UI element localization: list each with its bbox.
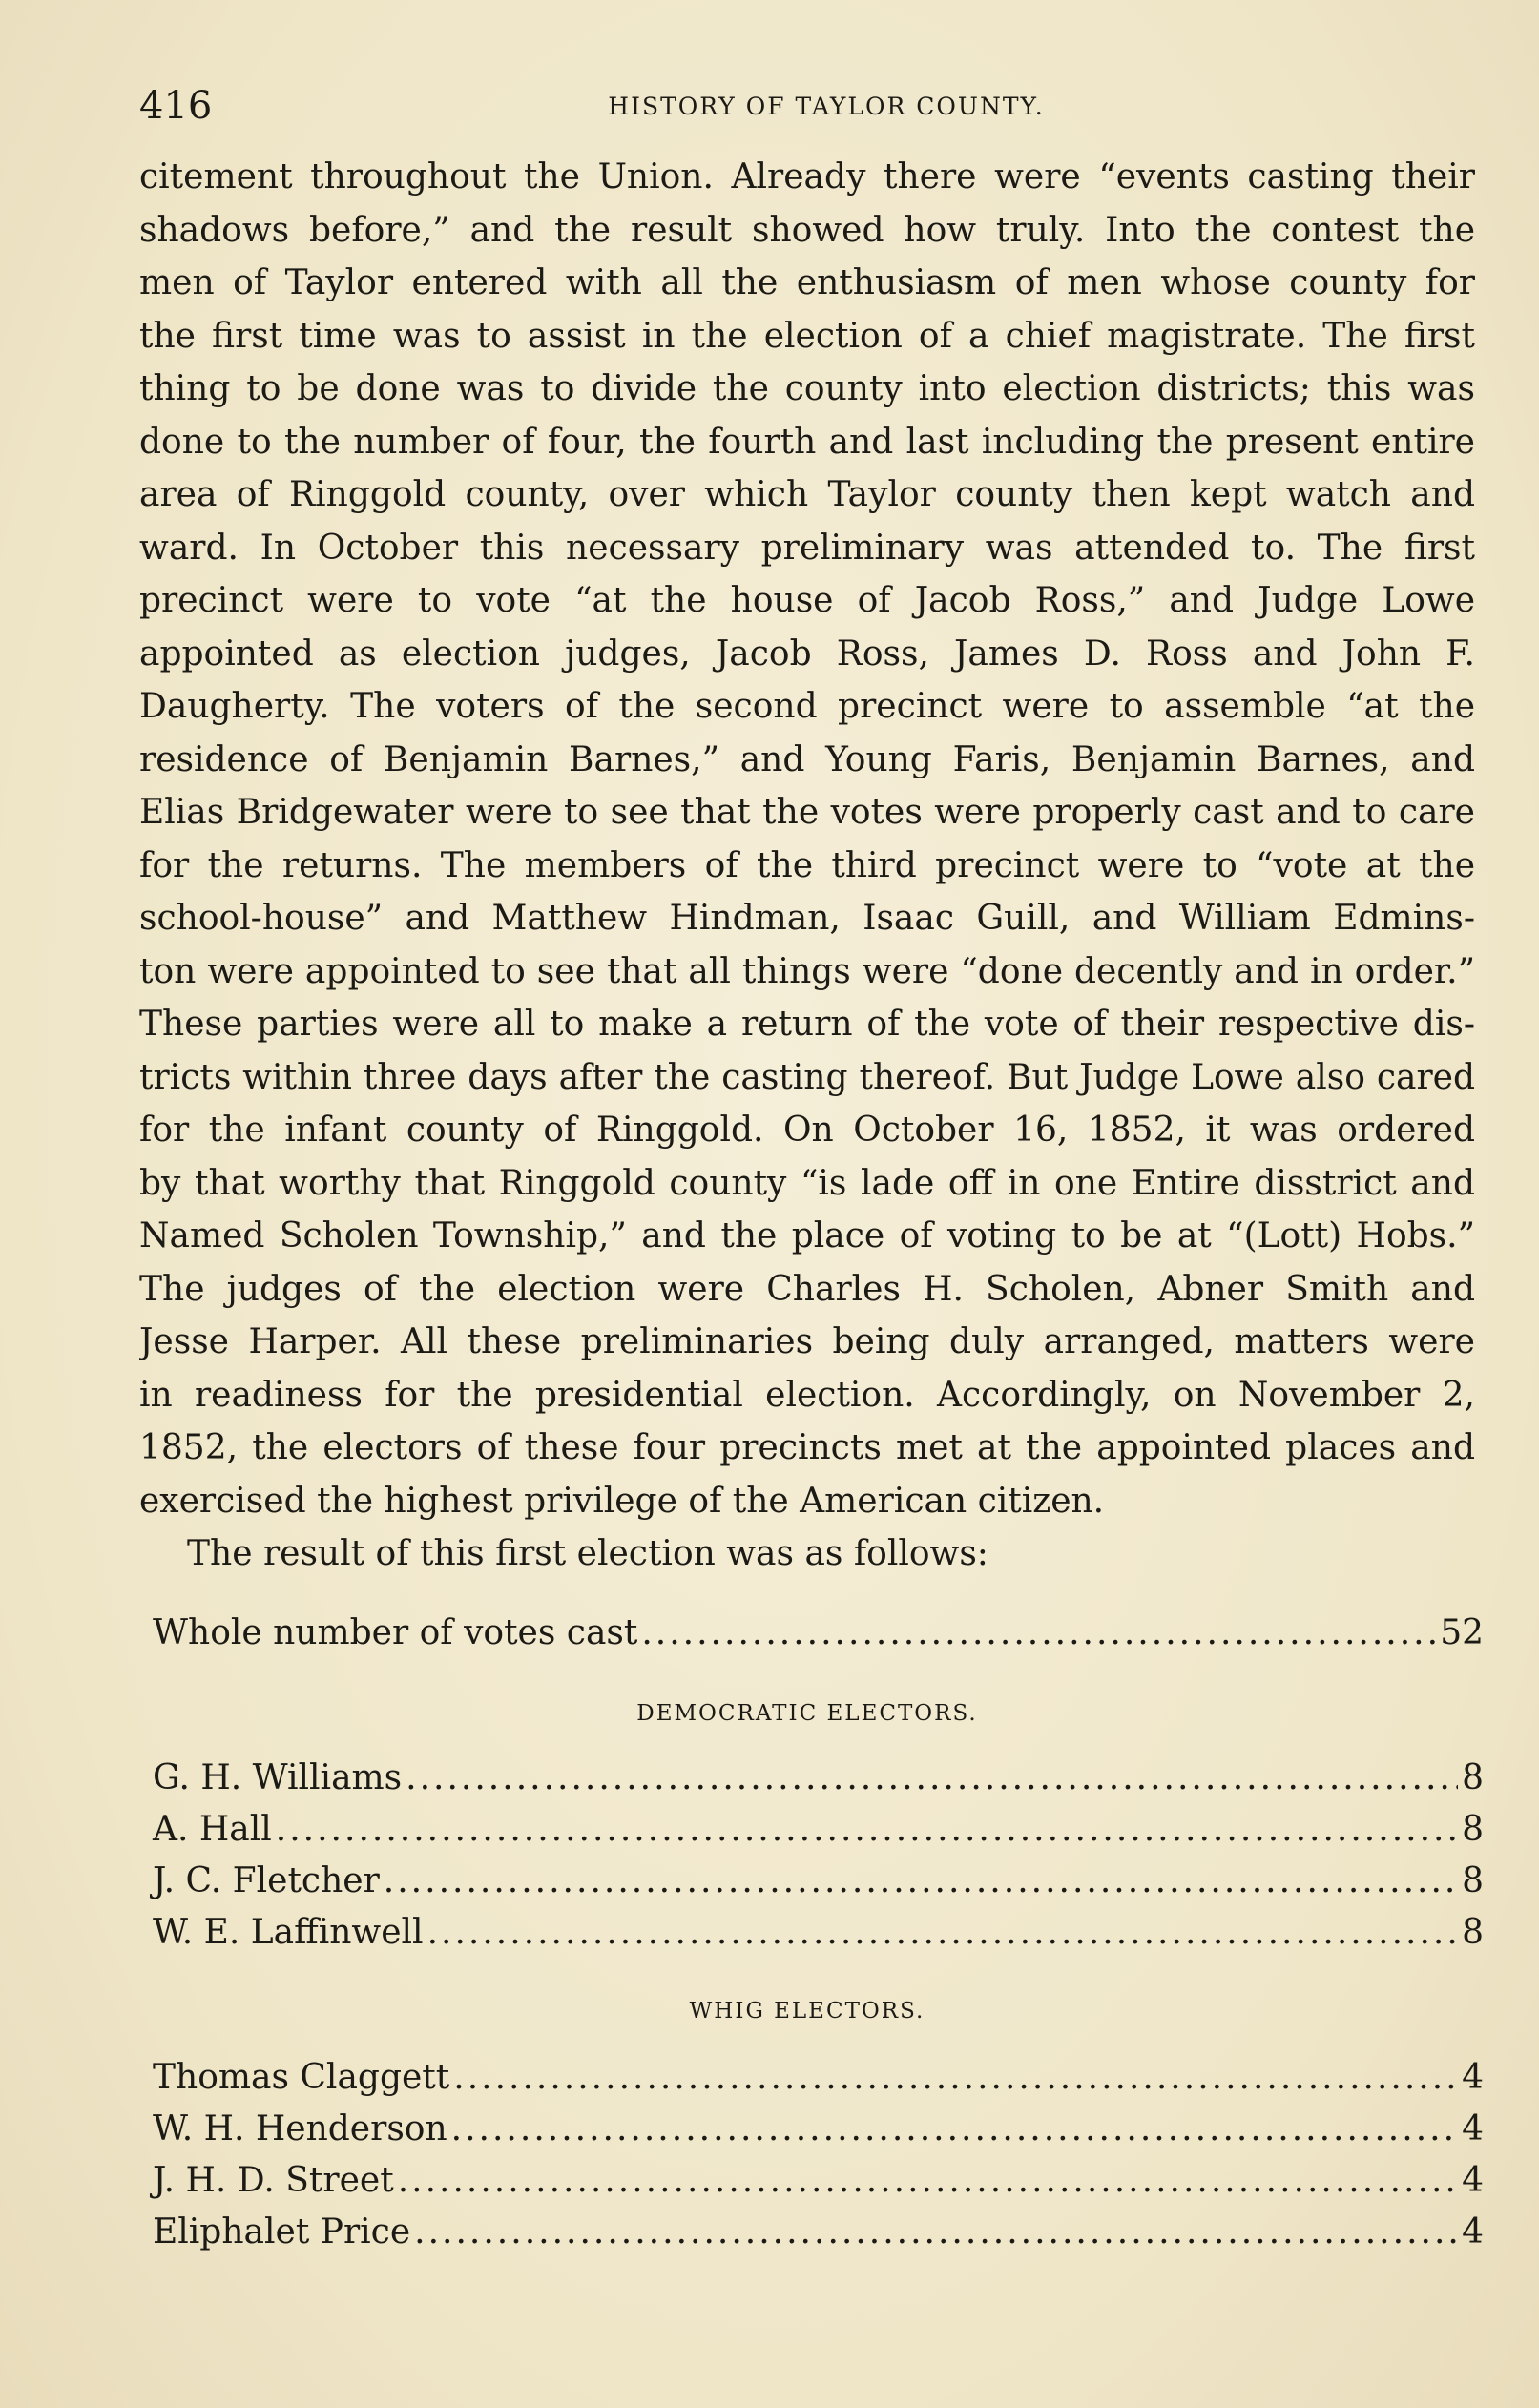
elector-row [153, 1755, 1484, 1801]
elector-name: Thomas Claggett [153, 2058, 450, 2097]
text-line: These parties were all to make a return of the vote of their respective dis- [139, 1005, 1475, 1044]
text-line: ton were appointed to see that all things were “done decently and in order.” [139, 951, 1475, 991]
text-line: precinct were to vote “at the house of Jacob Ross,” and Judge Lowe [139, 581, 1475, 620]
page-header [139, 82, 1475, 130]
intro-line: The result of this first election was as follows: [187, 1534, 988, 1573]
text-line: Elias Bridgewater were to see that the votes were properly cast and to care [139, 793, 1475, 832]
text-line: men of Taylor entered with all the enthusiasm of men whose county for [139, 263, 1475, 302]
dot-leader [641, 1610, 1436, 1656]
elector-row [153, 1807, 1484, 1853]
elector-votes: 8 [1462, 1810, 1484, 1849]
text-line: 1852, the electors of these four precincts met at the appointed places and [139, 1428, 1475, 1467]
total-votes-row [153, 1610, 1484, 1656]
whig-heading: WHIG ELECTORS. [689, 1999, 925, 2024]
running-head: HISTORY OF TAYLOR COUNTY. [608, 93, 1045, 120]
elector-name: G. H. Williams [153, 1758, 403, 1797]
dot-leader [414, 2210, 1458, 2255]
total-votes-value: 52 [1440, 1613, 1484, 1652]
elector-row [153, 2055, 1484, 2101]
text-line: thing to be done was to divide the county into election districts; this was [139, 369, 1475, 408]
text-line: Named Scholen Township,” and the place of voting to be at “(Lott) Hobs.” [139, 1216, 1475, 1256]
elector-row [153, 2107, 1484, 2152]
dot-leader [453, 2055, 1458, 2101]
elector-row [153, 1910, 1484, 1956]
elector-votes: 8 [1462, 1913, 1484, 1952]
page-number: 416 [139, 84, 213, 128]
democratic-heading: DEMOCRATIC ELECTORS. [636, 1701, 978, 1726]
text-line: ward. In October this necessary preliminary was attended to. The first [139, 528, 1475, 568]
elector-votes: 8 [1462, 1861, 1484, 1900]
text-line: exercised the highest privilege of the American citizen. [139, 1481, 1105, 1521]
elector-name: W. E. Laffinwell [153, 1913, 424, 1952]
elector-votes: 4 [1462, 2058, 1484, 2097]
text-line: citement throughout the Union. Already there were “events casting their [139, 157, 1475, 197]
text-line: for the returns. The members of the third precinct were to “vote at the [139, 845, 1475, 885]
elector-votes: 4 [1462, 2161, 1484, 2200]
text-line: The judges of the election were Charles H. Scholen, Abner Smith and [139, 1269, 1475, 1309]
text-line: shadows before,” and the result showed how truly. Into the contest the [139, 210, 1475, 250]
elector-row [153, 2210, 1484, 2255]
dot-leader [384, 1858, 1458, 1904]
text-line: tricts within three days after the casting thereof. But Judge Lowe also cared [139, 1057, 1475, 1097]
dot-leader [451, 2107, 1458, 2152]
text-line: Jesse Harper. All these preliminaries being duly arranged, matters were [139, 1322, 1475, 1361]
body-paragraph [139, 151, 1475, 1581]
elector-name: A. Hall [153, 1810, 272, 1849]
dot-leader [406, 1755, 1458, 1801]
text-line: residence of Benjamin Barnes,” and Young Faris, Benjamin Barnes, and [139, 739, 1475, 779]
text-line: Daugherty. The voters of the second precinct were to assemble “at the [139, 687, 1475, 726]
text-line: area of Ringgold county, over which Taylor county then kept watch and [139, 475, 1475, 514]
elector-votes: 4 [1462, 2212, 1484, 2252]
dot-leader [427, 1910, 1459, 1956]
text-line: appointed as election judges, Jacob Ross, James D. Ross and John F. [139, 633, 1475, 674]
text-line: done to the number of four, the fourth and last including the present entire [139, 422, 1475, 462]
elector-votes: 8 [1462, 1758, 1484, 1797]
elector-name: Eliphalet Price [153, 2212, 411, 2252]
text-line: by that worthy that Ringgold county “is lade off in one Entire disstrict and [139, 1163, 1475, 1203]
elector-row [153, 1858, 1484, 1904]
dot-leader [276, 1807, 1458, 1853]
text-line: for the infant county of Ringgold. On October 16, 1852, it was ordered [139, 1111, 1475, 1150]
text-line: the first time was to assist in the election of a chief magistrate. The first [139, 316, 1475, 356]
total-votes-label: Whole number of votes cast [153, 1613, 638, 1652]
elector-name: J. C. Fletcher [153, 1861, 380, 1900]
elector-votes: 4 [1462, 2109, 1484, 2149]
text-line: in readiness for the presidential election. Accordingly, on November 2, [139, 1375, 1475, 1415]
elector-name: W. H. Henderson [153, 2109, 447, 2149]
text-line: school-house” and Matthew Hindman, Isaac Guill, and William Edmins- [139, 899, 1475, 938]
elector-name: J. H. D. Street [153, 2161, 394, 2200]
dot-leader [398, 2158, 1458, 2204]
elector-row [153, 2158, 1484, 2204]
